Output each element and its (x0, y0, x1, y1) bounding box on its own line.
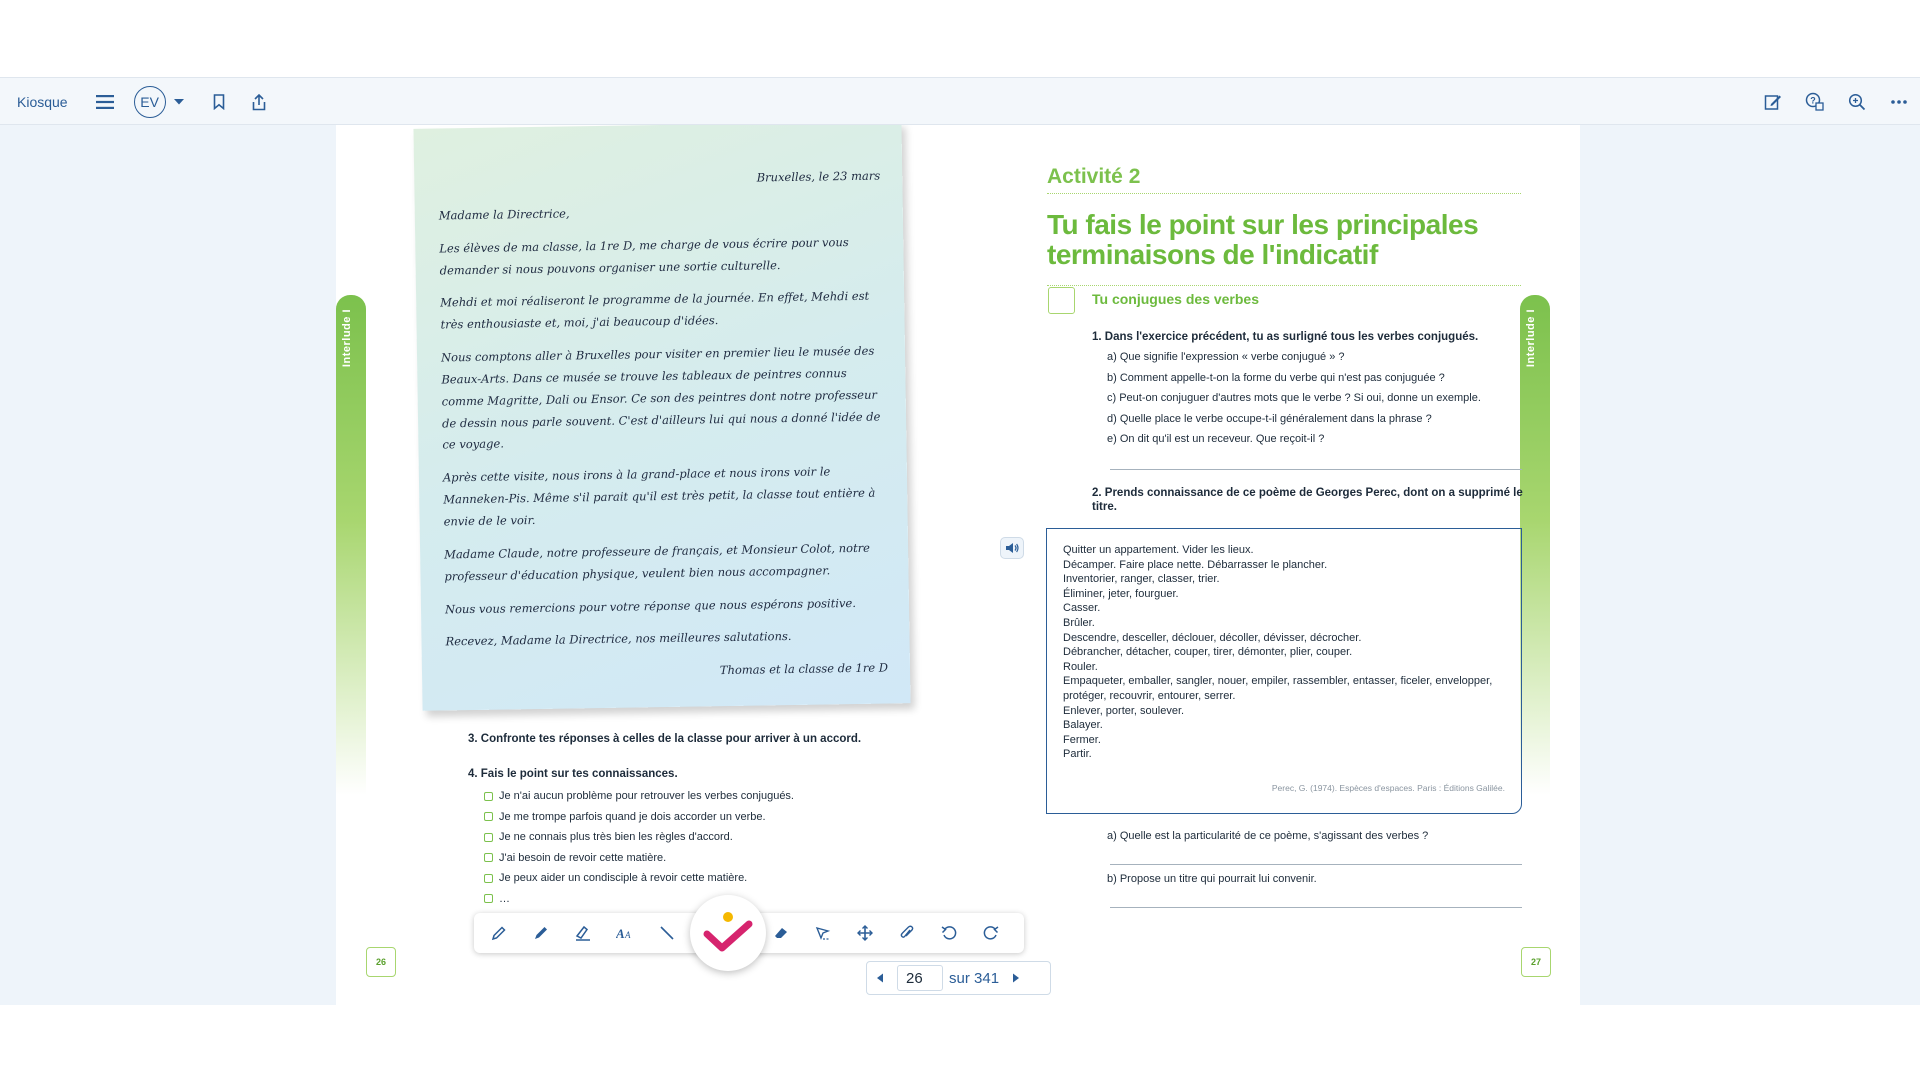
poem-line: Décamper. Faire place nette. Débarrasser le plancher. (1063, 558, 1328, 571)
audio-play-button[interactable] (1000, 537, 1024, 559)
list-item: e) On dit qu'il est un receveur. Que reçoit-il ? (1107, 433, 1325, 445)
list-item[interactable]: J'ai besoin de revoir cette matière. (484, 848, 794, 869)
line-icon[interactable] (656, 922, 678, 944)
list-item[interactable]: Je n'ai aucun problème pour retrouver les verbes conjugués. (484, 786, 794, 807)
activity-label: Activité 2 (1047, 165, 1141, 188)
list-item: a) Que signifie l'expression « verbe conjugué » ? (1107, 351, 1345, 363)
divider (1047, 285, 1521, 286)
section-checkbox[interactable] (1048, 287, 1075, 314)
question-1-items (1107, 351, 1481, 454)
page-total-label: sur 341 (949, 969, 1000, 987)
poem-line: Quitter un appartement. Vider les lieux. (1063, 544, 1254, 556)
select-icon[interactable] (812, 922, 834, 944)
poem-line: Casser. (1063, 602, 1101, 615)
checkmark-icon (703, 910, 753, 956)
list-item[interactable]: Je ne connais plus très bien les règles d'accord. (484, 827, 794, 848)
letter-salutation: Madame la Directrice, (438, 206, 570, 223)
poem-line: Éliminer, jeter, fourguer. (1063, 587, 1179, 600)
checkbox[interactable] (484, 792, 493, 801)
checkbox[interactable] (484, 894, 493, 903)
checkbox[interactable] (484, 874, 493, 883)
list-item: d) Quelle place le verbe occupe-t-il généralement dans la phrase ? (1107, 412, 1432, 425)
page-navigator (866, 961, 1051, 995)
question-3: 3. Confronte tes réponses à celles de la classe pour arriver à un accord. (468, 733, 862, 745)
validate-button[interactable] (690, 895, 766, 971)
question-2b: b) Propose un titre qui pourrait lui convenir. (1107, 873, 1317, 885)
poem-line: Rouler. (1063, 660, 1098, 673)
section-label: Tu conjugues des verbes (1092, 291, 1260, 307)
letter-paragraph: Nous vous remercions pour votre réponse que nous espérons positive. (444, 595, 857, 616)
page-title: Tu fais le point sur les principales terminaisons de l'indicatif (1047, 209, 1479, 270)
undo-icon[interactable] (938, 922, 960, 944)
list-item[interactable]: Je peux aider un condisciple à revoir cette matière. (484, 868, 794, 889)
poem-line: Inventorier, ranger, classer, trier. (1063, 573, 1220, 586)
checkbox[interactable] (484, 833, 493, 842)
letter-paragraph: Les élèves de ma classe, la 1re D, me charge de vous écrire pour vous demander si nous pouvons organiser une sortie culturelle. (439, 234, 849, 278)
edit-icon[interactable] (1762, 91, 1784, 113)
letter-date: Bruxelles, le 23 mars (756, 168, 881, 185)
page-number-input[interactable] (897, 965, 943, 991)
list-item[interactable]: Je me trompe parfois quand je dois accorder un verbe. (484, 807, 794, 828)
svg-text:?: ? (1810, 95, 1816, 106)
poem-line: Enlever, porter, soulever. (1063, 704, 1185, 717)
poem-line: Fermer. (1063, 733, 1101, 746)
poem-line: Brûler. (1063, 616, 1095, 629)
divider (1047, 193, 1521, 194)
eraser-icon[interactable] (770, 922, 792, 944)
question-1: 1. Dans l'exercice précédent, tu as surligné tous les verbes conjugués. (1092, 331, 1479, 343)
checkbox[interactable] (484, 812, 493, 821)
letter-paragraph: Nous comptons aller à Bruxelles pour visiter en premier lieu le musée des Beaux-Arts. Dans ce musée se trouve les tableaux de peintres connus comme Magritte, Dali ou Ensor. Ce son des peintres dont notre professeur de dessin nous parle souvent. C'est d'ailleurs lui qui nous a donné l'idée de ce voyage. (440, 343, 881, 452)
left-page (336, 125, 958, 1005)
poem-line: Partir. (1063, 748, 1092, 761)
question-2: 2. Prends connaissance de ce poème de Georges Perec, dont on a supprimé le titre. (1092, 487, 1523, 513)
poem-source: Perec, G. (1974). Espèces d'espaces. Paris : Éditions Galilée. (1271, 783, 1505, 793)
redo-icon[interactable] (980, 922, 1002, 944)
letter-paragraph: Recevez, Madame la Directrice, nos meilleures salutations. (445, 629, 792, 649)
self-assessment-checklist (484, 786, 794, 909)
checkbox[interactable] (484, 853, 493, 862)
answer-line[interactable] (1110, 469, 1522, 470)
move-icon[interactable] (854, 922, 876, 944)
menu-icon[interactable] (94, 91, 116, 113)
answer-line[interactable] (1110, 907, 1522, 908)
handwritten-letter (413, 125, 910, 711)
previous-page-button[interactable] (867, 961, 893, 995)
poem-line: Descendre, desceller, déclouer, décoller, dévisser, décrocher. (1063, 631, 1362, 644)
letter-paragraph: Après cette visite, nous irons à la grand-place et nous irons voir le Manneken-Pis. Même s'il parait qu'il est très petit, la classe tout entière à envie de le voir. (442, 464, 876, 529)
list-item: c) Peut-on conjuguer d'autres mots que le verbe ? Si oui, donne un exemple. (1107, 392, 1481, 404)
next-page-button[interactable] (1003, 961, 1029, 995)
letter-paragraph: Madame Claude, notre professeure de français, et Monsieur Colot, notre professeur d'éducation physique, veulent bien nous accompagner. (444, 540, 871, 584)
poem-line: protéger, recouvrir, entourer, serrer. (1063, 689, 1236, 702)
speaker-icon (1005, 542, 1019, 554)
letter-signature: Thomas et la classe de 1re D (719, 660, 889, 678)
avatar[interactable]: EV (134, 86, 166, 118)
list-item[interactable]: … (484, 889, 794, 910)
text-icon[interactable] (614, 922, 636, 944)
bookmark-icon[interactable] (208, 91, 230, 113)
interlude-tab: Interlude I (1520, 295, 1550, 795)
highlighter-icon[interactable] (572, 922, 594, 944)
share-icon[interactable] (248, 91, 270, 113)
help-icon[interactable] (1804, 91, 1826, 113)
pencil-icon[interactable] (488, 922, 510, 944)
page-number: 27 (1521, 947, 1551, 977)
list-item: b) Comment appelle-t-on la forme du verbe qui n'est pas conjuguée ? (1107, 371, 1445, 384)
poem-line: Empaqueter, emballer, sangler, nouer, empiler, rassembler, entasser, ficeler, envelopper, (1063, 675, 1493, 688)
attach-icon[interactable] (896, 922, 918, 944)
letter-paragraph: Mehdi et moi réaliseront le programme de la journée. En effet, Mehdi est très enthousiaste et, moi, j'ai beaucoup d'idées. (440, 289, 870, 332)
page-number: 26 (366, 947, 396, 977)
chevron-down-icon[interactable] (168, 91, 190, 113)
poem-line: Balayer. (1063, 719, 1103, 732)
question-2a: a) Quelle est la particularité de ce poème, s'agissant des verbes ? (1107, 830, 1429, 842)
poem-line: Débrancher, détacher, couper, tirer, démonter, plier, couper. (1063, 646, 1353, 659)
kiosk-link[interactable]: Kiosque (17, 94, 68, 110)
svg-text:A: A (616, 926, 625, 940)
poem-box (1046, 528, 1522, 814)
more-icon[interactable] (1888, 91, 1910, 113)
marker-icon[interactable] (530, 922, 552, 944)
top-toolbar (0, 77, 1920, 125)
answer-line[interactable] (1110, 864, 1522, 865)
zoom-icon[interactable] (1846, 91, 1868, 113)
svg-text:A: A (625, 930, 631, 940)
question-4: 4. Fais le point sur tes connaissances. (468, 768, 678, 780)
interlude-tab: Interlude I (336, 295, 366, 795)
right-page (958, 125, 1580, 1005)
